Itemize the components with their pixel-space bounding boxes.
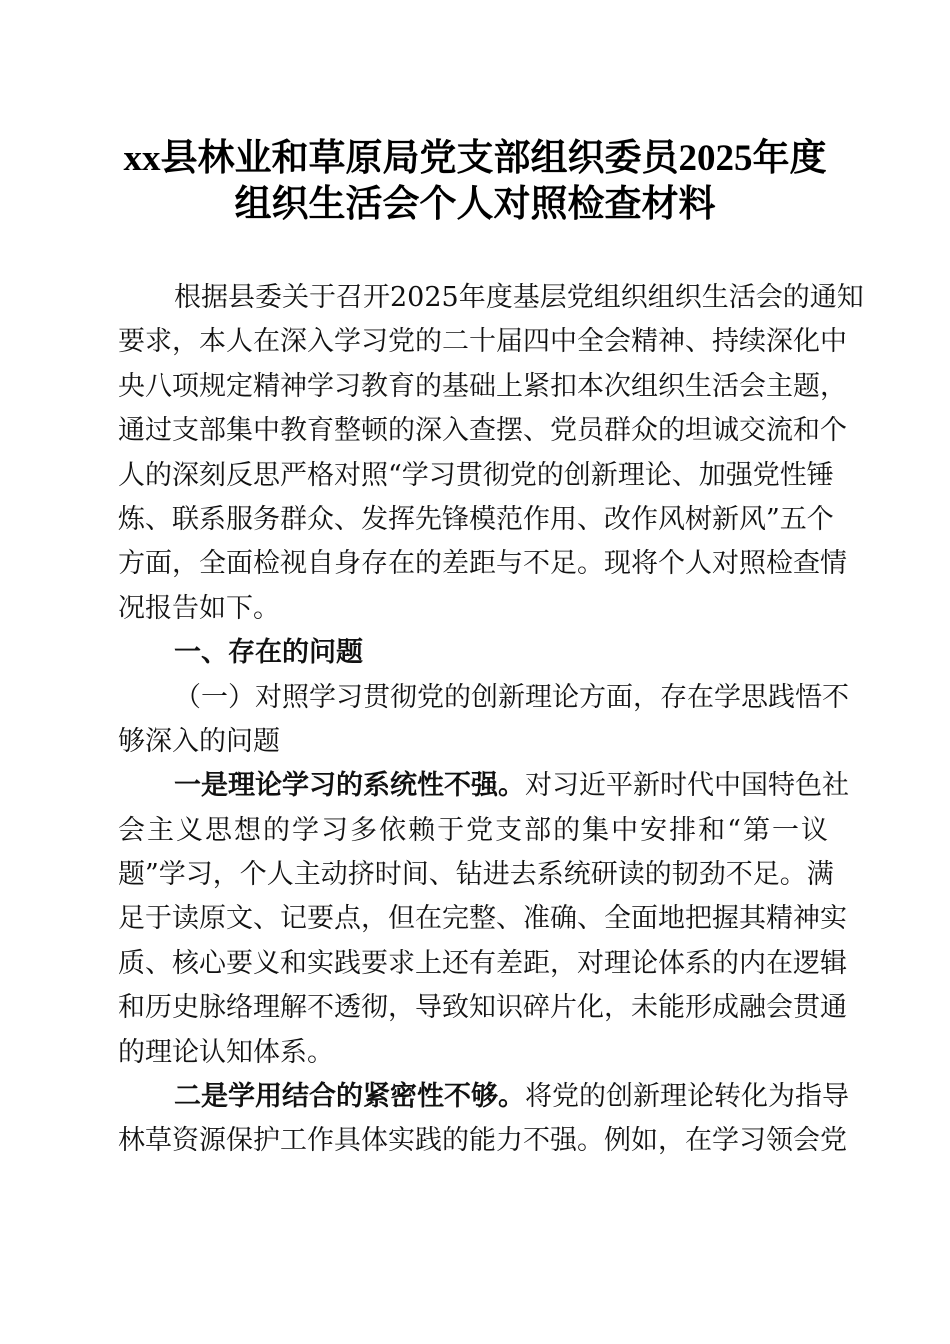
body-text: 央八项规定精神学习教育的基础上紧扣本次组织生活会主题， [118,370,847,402]
body-text: 况报告如下。 [118,592,280,624]
text-line [118,676,849,720]
emphasis-text: 一是理论学习的系统性不强。 [174,770,525,802]
document-body [118,276,864,1164]
text-line [118,320,847,364]
body-text: 够深入的问题 [118,725,280,757]
body-text: 将党的创新理论转化为指导 [525,1081,849,1113]
text-line [118,809,828,853]
body-text: 题”学习，个人主动挤时间、钻进去系统研读的韧劲不足。满 [118,859,834,891]
text-line [118,720,828,764]
text-line [118,542,847,586]
text-line [118,409,847,453]
text-line [118,853,834,897]
text-line [118,587,828,631]
body-text: （一）对照学习贯彻党的创新理论方面，存在学思践悟不 [174,681,849,713]
emphasis-text: 二是学用结合的紧密性不够。 [174,1081,525,1113]
text-line [118,276,864,320]
text-line [118,365,847,409]
text-line [118,942,847,986]
text-line [118,897,847,941]
body-text: 会主义思想的学习多依赖于党支部的集中安排和“第一议 [118,814,828,846]
text-line [118,454,834,498]
document-title [0,136,950,228]
text-line [118,986,847,1030]
body-text: 根据县委关于召开2025年度基层党组织组织生活会的通知 [174,282,864,313]
body-text: 人的深刻反思严格对照“学习贯彻党的创新理论、加强党性锤 [118,459,834,491]
title-line-2: 组织生活会个人对照检查材料 [234,184,716,225]
body-text: 方面，全面检视自身存在的差距与不足。现将个人对照检查情 [118,548,847,580]
body-text: 和历史脉络理解不透彻，导致知识碎片化，未能形成融会贯通 [118,992,847,1024]
body-text: 要求，本人在深入学习党的二十届四中全会精神、持续深化中 [118,326,847,358]
body-text: 对习近平新时代中国特色社 [525,770,849,802]
body-text: 林草资源保护工作具体实践的能力不强。例如，在学习领会党 [118,1125,847,1157]
body-text: 质、核心要义和实践要求上还有差距，对理论体系的内在逻辑 [118,947,847,979]
body-text: 的理论认知体系。 [118,1036,334,1068]
body-text: 足于读原文、记要点，但在完整、准确、全面地把握其精神实 [118,903,847,935]
text-line [118,764,849,808]
text-line [118,1075,849,1119]
body-text: 炼、联系服务群众、发挥先锋模范作用、改作风树新风”五个 [118,503,834,535]
text-line [118,631,828,675]
text-line [118,1119,847,1163]
text-line [118,498,834,542]
title-line-1: xx县林业和草原局党支部组织委员2025年度 [123,138,827,179]
emphasis-text: 一、存在的问题 [174,637,363,669]
text-line [118,1031,828,1075]
body-text: 通过支部集中教育整顿的深入查摆、党员群众的坦诚交流和个 [118,415,847,447]
